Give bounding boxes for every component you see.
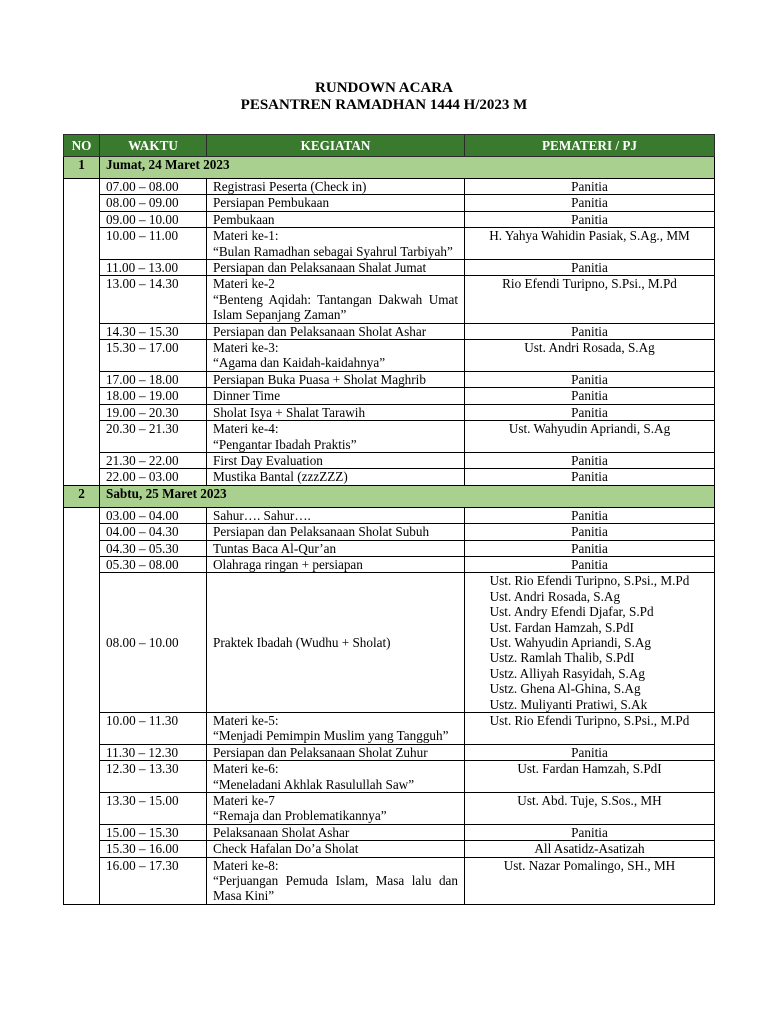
kegiatan-line: Mustika Bantal (zzzZZZ) (213, 469, 348, 485)
pemateri-name: Panitia (571, 404, 608, 420)
pemateri-name: Panitia (571, 524, 608, 540)
pemateri-name: Ustz. Ramlah Thalib, S.PdI (489, 650, 635, 666)
pemateri-cell (465, 761, 715, 793)
kegiatan-cell (207, 744, 465, 760)
kegiatan-line: “Meneladani Akhlak Rasulullah Saw” (213, 776, 415, 792)
kegiatan-line: Materi ke-1: (213, 228, 279, 244)
kegiatan-cell (207, 371, 465, 387)
kegiatan-line: Materi ke-5: (213, 713, 279, 728)
day-number: 2 (64, 485, 100, 507)
rundown-table (63, 134, 715, 905)
table-row (64, 793, 715, 825)
document-title: RUNDOWN ACARA (315, 80, 453, 96)
kegiatan-line: “Menjadi Pemimpin Muslim yang Tangguh” (213, 728, 449, 744)
kegiatan-cell (207, 540, 465, 556)
kegiatan-line: Persiapan dan Pelaksanaan Sholat Zuhur (213, 744, 428, 760)
waktu-cell: 13.30 – 15.00 (100, 793, 207, 825)
pemateri-name: Ustz. Muliyanti Pratiwi, S.Ak (489, 696, 648, 712)
waktu-cell: 18.00 – 19.00 (100, 388, 207, 404)
kegiatan-cell (207, 507, 465, 523)
waktu-cell: 17.00 – 18.00 (100, 371, 207, 387)
pemateri-name: Panitia (571, 824, 608, 840)
kegiatan-cell (207, 841, 465, 857)
day-label: Jumat, 24 Maret 2023 (100, 157, 715, 179)
kegiatan-cell (207, 179, 465, 195)
pemateri-cell (465, 469, 715, 485)
kegiatan-line: “Agama dan Kaidah-kaidahnya” (213, 355, 386, 371)
table-row (64, 211, 715, 227)
kegiatan-cell (207, 793, 465, 825)
pemateri-cell (465, 793, 715, 825)
pemateri-cell (465, 371, 715, 387)
waktu-cell: 07.00 – 08.00 (100, 179, 207, 195)
kegiatan-cell (207, 323, 465, 339)
waktu-cell: 19.00 – 20.30 (100, 404, 207, 420)
waktu-cell: 09.00 – 10.00 (100, 211, 207, 227)
pemateri-name: Ust. Fardan Hamzah, S.PdI (489, 619, 634, 635)
table-header (64, 135, 715, 157)
pemateri-name: H. Yahya Wahidin Pasiak, S.Ag., MM (489, 228, 690, 244)
waktu-cell: 14.30 – 15.30 (100, 323, 207, 339)
kegiatan-line: Persiapan dan Pelaksanaan Shalat Jumat (213, 260, 427, 276)
kegiatan-line: Sholat Isya + Shalat Tarawih (213, 404, 366, 420)
pemateri-cell (465, 713, 715, 745)
pemateri-cell (465, 573, 715, 713)
kegiatan-line: Praktek Ibadah (Wudhu + Sholat) (213, 634, 391, 650)
kegiatan-cell (207, 421, 465, 453)
day-label: Sabtu, 25 Maret 2023 (100, 485, 715, 507)
pemateri-cell (465, 179, 715, 195)
pemateri-name: Panitia (571, 260, 608, 276)
table-row (64, 573, 715, 713)
pemateri-name: Panitia (571, 540, 608, 556)
waktu-cell: 13.00 – 14.30 (100, 276, 207, 323)
pemateri-cell (465, 857, 715, 904)
kegiatan-cell (207, 713, 465, 745)
pemateri-name: Ust. Wahyudin Apriandi, S.Ag (489, 634, 651, 650)
kegiatan-cell (207, 761, 465, 793)
table-row (64, 260, 715, 276)
kegiatan-line: Persiapan Pembukaan (213, 195, 330, 211)
pemateri-name: Ust. Andry Efendi Djafar, S.Pd (489, 604, 654, 620)
table-row (64, 340, 715, 372)
pemateri-cell (465, 195, 715, 211)
document-subtitle: PESANTREN RAMADHAN 1444 H/2023 M (240, 97, 528, 113)
kegiatan-cell (207, 404, 465, 420)
kegiatan-line: “Pengantar Ibadah Praktis” (213, 436, 357, 452)
table-row (64, 323, 715, 339)
table-row (64, 469, 715, 485)
table-row (64, 524, 715, 540)
pemateri-cell (465, 540, 715, 556)
kegiatan-line: Dinner Time (213, 388, 281, 404)
pemateri-name: All Asatidz-Asatizah (534, 841, 645, 857)
waktu-cell: 11.30 – 12.30 (100, 744, 207, 760)
table-row (64, 841, 715, 857)
kegiatan-line: Persiapan Buka Puasa + Sholat Maghrib (213, 371, 426, 387)
column-header-waktu: WAKTU (100, 135, 207, 157)
kegiatan-cell (207, 556, 465, 572)
pemateri-cell (465, 556, 715, 572)
kegiatan-line: “Benteng Aqidah: Tantangan Dakwah Umat Islam Sepanjang Zaman” (213, 291, 458, 323)
table-row (64, 824, 715, 840)
waktu-cell: 12.30 – 13.30 (100, 761, 207, 793)
kegiatan-line: Persiapan dan Pelaksanaan Sholat Subuh (213, 524, 430, 540)
day-row (64, 485, 715, 507)
table-row (64, 179, 715, 195)
kegiatan-cell (207, 195, 465, 211)
kegiatan-line: Materi ke-7 (213, 793, 275, 809)
pemateri-cell (465, 404, 715, 420)
pemateri-cell (465, 841, 715, 857)
table-row (64, 228, 715, 260)
pemateri-cell (465, 228, 715, 260)
table-row (64, 371, 715, 387)
table-row (64, 404, 715, 420)
pemateri-name: Panitia (571, 179, 608, 194)
kegiatan-cell (207, 824, 465, 840)
pemateri-name: Ust. Rio Efendi Turipno, S.Psi., M.Pd (489, 713, 690, 728)
waktu-cell: 08.00 – 09.00 (100, 195, 207, 211)
kegiatan-line: First Day Evaluation (213, 452, 323, 468)
pemateri-cell (465, 824, 715, 840)
kegiatan-cell (207, 388, 465, 404)
pemateri-name: Ust. Nazar Pomalingo, SH., MH (503, 857, 676, 873)
kegiatan-cell (207, 573, 465, 713)
kegiatan-line: Sahur…. Sahur…. (213, 507, 311, 523)
kegiatan-line: Persiapan dan Pelaksanaan Sholat Ashar (213, 323, 427, 339)
kegiatan-cell (207, 276, 465, 323)
kegiatan-line: Materi ke-6: (213, 761, 279, 777)
pemateri-name: Ust. Abd. Tuje, S.Sos., MH (517, 793, 662, 809)
table-row (64, 744, 715, 760)
column-header-kegiatan: KEGIATAN (207, 135, 465, 157)
waktu-cell: 16.00 – 17.30 (100, 857, 207, 904)
pemateri-name: Panitia (571, 469, 608, 485)
kegiatan-cell (207, 452, 465, 468)
day-number: 1 (64, 157, 100, 179)
pemateri-cell (465, 340, 715, 372)
no-cell (64, 179, 100, 486)
pemateri-name: Panitia (571, 371, 608, 387)
pemateri-name: Rio Efendi Turipno, S.Psi., M.Pd (502, 276, 677, 292)
waktu-cell: 15.00 – 15.30 (100, 824, 207, 840)
pemateri-cell (465, 507, 715, 523)
waktu-cell: 22.00 – 03.00 (100, 469, 207, 485)
table-row (64, 421, 715, 453)
kegiatan-cell (207, 857, 465, 904)
pemateri-name: Ust. Rio Efendi Turipno, S.Psi., M.Pd (489, 573, 690, 589)
kegiatan-line: Pembukaan (213, 211, 275, 227)
kegiatan-line: “Bulan Ramadhan sebagai Syahrul Tarbiyah” (213, 243, 453, 259)
kegiatan-line: “Perjuangan Pemuda Islam, Masa lalu dan Masa Kini” (213, 873, 458, 904)
table-row (64, 761, 715, 793)
waktu-cell: 15.30 – 17.00 (100, 340, 207, 372)
column-header-no: NO (64, 135, 100, 157)
waktu-cell: 21.30 – 22.00 (100, 452, 207, 468)
waktu-cell: 04.30 – 05.30 (100, 540, 207, 556)
pemateri-name: Ust. Andri Rosada, S.Ag (489, 588, 621, 604)
pemateri-name: Panitia (571, 195, 608, 211)
pemateri-list (490, 573, 690, 712)
pemateri-name: Panitia (571, 744, 608, 760)
pemateri-cell (465, 524, 715, 540)
kegiatan-line: Check Hafalan Do’a Sholat (213, 841, 359, 857)
pemateri-cell (465, 211, 715, 227)
waktu-cell: 03.00 – 04.00 (100, 507, 207, 523)
kegiatan-line: Pelaksanaan Sholat Ashar (213, 824, 350, 840)
kegiatan-line: Materi ke-3: (213, 340, 279, 356)
table-row (64, 195, 715, 211)
pemateri-name: Panitia (571, 556, 608, 572)
waktu-cell: 04.00 – 04.30 (100, 524, 207, 540)
pemateri-cell (465, 744, 715, 760)
table-row (64, 276, 715, 323)
waktu-cell: 05.30 – 08.00 (100, 556, 207, 572)
pemateri-cell (465, 421, 715, 453)
column-header-pemateri: PEMATERI / PJ (465, 135, 715, 157)
pemateri-name: Panitia (571, 388, 608, 404)
no-cell (64, 507, 100, 904)
pemateri-cell (465, 260, 715, 276)
day-row (64, 157, 715, 179)
header-row (64, 135, 715, 157)
waktu-cell: 11.00 – 13.00 (100, 260, 207, 276)
waktu-cell: 10.00 – 11.00 (100, 228, 207, 260)
pemateri-name: Panitia (571, 323, 608, 339)
table-row (64, 388, 715, 404)
pemateri-name: Panitia (571, 452, 608, 468)
pemateri-name: Ust. Fardan Hamzah, S.PdI (517, 761, 662, 777)
kegiatan-cell (207, 340, 465, 372)
table-row (64, 857, 715, 904)
pemateri-name: Ustz. Ghena Al-Ghina, S.Ag (489, 681, 641, 697)
kegiatan-line: Materi ke-2 (213, 276, 275, 292)
pemateri-cell (465, 388, 715, 404)
table-row (64, 507, 715, 523)
waktu-cell: 20.30 – 21.30 (100, 421, 207, 453)
kegiatan-cell (207, 260, 465, 276)
kegiatan-cell (207, 524, 465, 540)
waktu-cell: 08.00 – 10.00 (100, 573, 207, 713)
kegiatan-cell (207, 211, 465, 227)
table-row (64, 540, 715, 556)
pemateri-name: Ustz. Alliyah Rasyidah, S.Ag (489, 665, 645, 681)
pemateri-cell (465, 452, 715, 468)
table-row (64, 713, 715, 745)
table-row (64, 452, 715, 468)
kegiatan-line: Materi ke-8: (213, 857, 279, 873)
kegiatan-line: Registrasi Peserta (Check in) (213, 179, 367, 194)
pemateri-name: Ust. Andri Rosada, S.Ag (524, 340, 655, 356)
pemateri-name: Panitia (571, 211, 608, 227)
kegiatan-cell (207, 469, 465, 485)
pemateri-name: Panitia (571, 507, 608, 523)
waktu-cell: 10.00 – 11.30 (100, 713, 207, 745)
kegiatan-cell (207, 228, 465, 260)
table-row (64, 556, 715, 572)
table-body (64, 157, 715, 905)
pemateri-name: Ust. Wahyudin Apriandi, S.Ag (508, 421, 671, 437)
kegiatan-line: “Remaja dan Problematikannya” (213, 808, 387, 824)
waktu-cell: 15.30 – 16.00 (100, 841, 207, 857)
kegiatan-line: Materi ke-4: (213, 421, 279, 437)
kegiatan-line: Tuntas Baca Al-Qur’an (213, 540, 337, 556)
kegiatan-line: Olahraga ringan + persiapan (213, 556, 363, 572)
pemateri-cell (465, 323, 715, 339)
pemateri-cell (465, 276, 715, 323)
